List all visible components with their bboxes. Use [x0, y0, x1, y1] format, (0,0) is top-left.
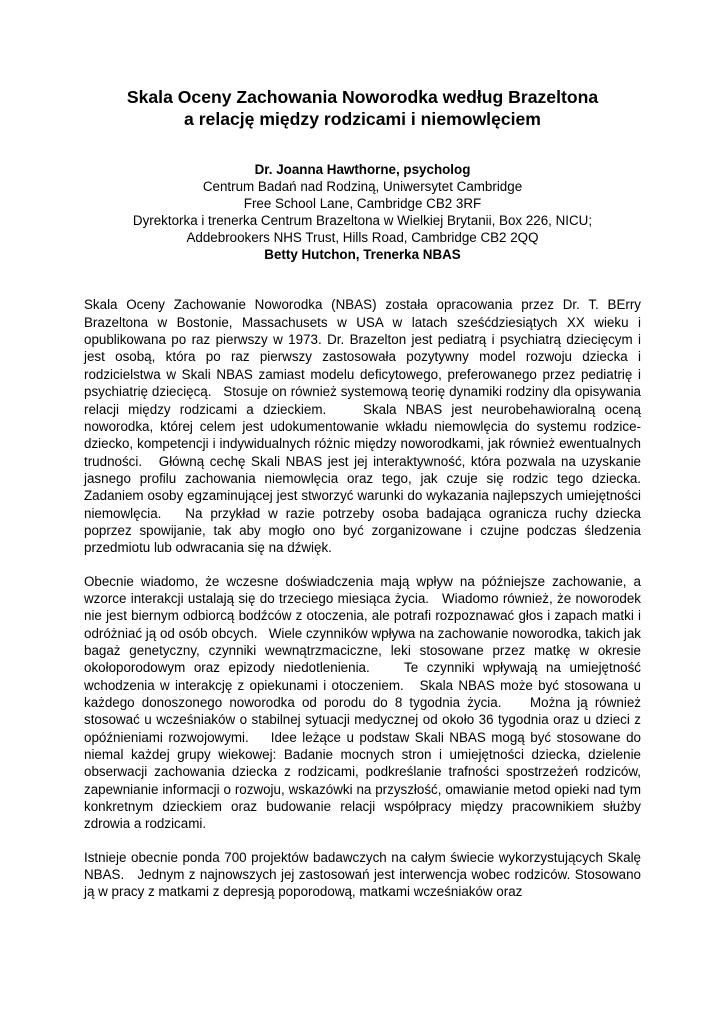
title-line-1: Skala Oceny Zachowania Noworodka według Brazeltona — [126, 87, 599, 107]
author-name: Dr. Joanna Hawthorne, psycholog — [254, 162, 471, 177]
document-title — [84, 86, 641, 130]
paragraph-3: Istnieje obecnie ponda 700 projektów badawczych na całym świecie wykorzystujących Skalę NBAS. Jednym z najnowszych jej zastosowań jest interwencja wobec rodziców. Stosowano ją w pracy z matkami z depresją poporodową, matkami wcześniaków oraz — [84, 849, 645, 900]
co-author-name: Betty Hutchon, Trenerka NBAS — [264, 246, 461, 262]
body-text — [84, 296, 656, 900]
author-role-address: Addebrookers NHS Trust, Hills Road, Cambridge CB2 2QQ — [186, 229, 539, 245]
paragraph-2: Obecnie wiadomo, że wczesne doświadczenia mają wpływ na późniejsze zachowanie, a wzorce interakcji ustalają się do trzeciego miesiąca życia. Wiadomo również, że noworodek nie jest biernym odbiorcą bodźców z otoczenia, ale potrafi rozpoznawać głos i zapach matki i odróżniać ją od osób obcych. Wiele czynników wpływa na zachowanie noworodka, takich jak bagaż genetyczny, czynniki wewnątrzmaciczne, leki stosowane przez matkę w okresie okołoporodowym oraz epizody niedotlenienia. Te czynniki wpływają na umiejętność wchodzenia w interakcję z opiekunami i otoczeniem. Skala NBAS może być stosowana u każdego donoszonego noworodka od porodu do 8 tygodnia życia. Można ją również stosować u wcześniaków o stabilnej sytuacji medycznej od około 36 tygodnia oraz u dzieci z opóźnieniami rozwojowymi. Idee leżące u podstaw Skali NBAS mogą być stosowane do niemal każdej grupy wiekowej: Badanie mocnych stron i umiejętności dziecka, dzielenie obserwacji zachowania dziecka z rodzicami, podkreślanie trafności spostrzeżeń rodziców, zapewnianie informacji o rozwoju, wskazówki na przyszłość, omawianie metod opieki nad tym konkretnym dzieckiem oraz budowanie relacji współpracy między pracownikiem służby zdrowia a rodzicami. — [84, 573, 645, 832]
document-page — [84, 86, 656, 917]
paragraph-1: Skala Oceny Zachowanie Noworodka (NBAS) została opracowania przez Dr. T. BErry Brazeltona w Bostonie, Massachusets w USA w latach sześćdziesiątych XX wieku i opublikowana po raz pierwszy w 1973. Dr. Brazelton jest pediatrą i psychiatrą dziecięcym i jest osobą, która po raz pierwszy zastosowała pozytywny model rozwoju dziecka i rodzicielstwa w Skali NBAS zamiast modelu deficytowego, preferowanego przez pediatrię i psychiatrię dziecięcą. Stosuje on również systemową teorię dynamiki rodziny dla opisywania relacji między rodzicami a dzieckiem. Skala NBAS jest neurobehawioralną oceną noworodka, której celem jest udokumentowanie wkładu niemowlęcia do systemu rodzice-dziecko, kompetencji i indywidualnych różnic między noworodkami, jak również ewentualnych trudności. Główną cechę Skali NBAS jest jej interaktywność, która pozwala na uzyskanie jasnego profilu zachowania niemowlęcia oraz tego, jak czuje się rodzic tego dziecka. Zadaniem osoby egzaminującej jest stworzyć warunki do wykazania najlepszych umiejętności niemowlęcia. Na przykład w razie potrzeby osoba badająca ogranicza ruchy dziecka poprzez spowijanie, tak aby mogło ono być zorganizowane i czujne podczas śledzenia przedmiotu lub odwracania się na dźwięk. — [84, 297, 656, 556]
author-role: Dyrektorka i trenerka Centrum Brazeltona w Wielkiej Brytanii, Box 226, NICU; — [132, 212, 593, 228]
author-block — [84, 162, 641, 263]
author-affiliation: Centrum Badań nad Rodziną, Uniwersytet Cambridge — [202, 178, 523, 194]
title-line-2: a relację między rodzicami i niemowlęciem — [184, 109, 541, 129]
author-address: Free School Lane, Cambridge CB2 3RF — [243, 195, 482, 211]
